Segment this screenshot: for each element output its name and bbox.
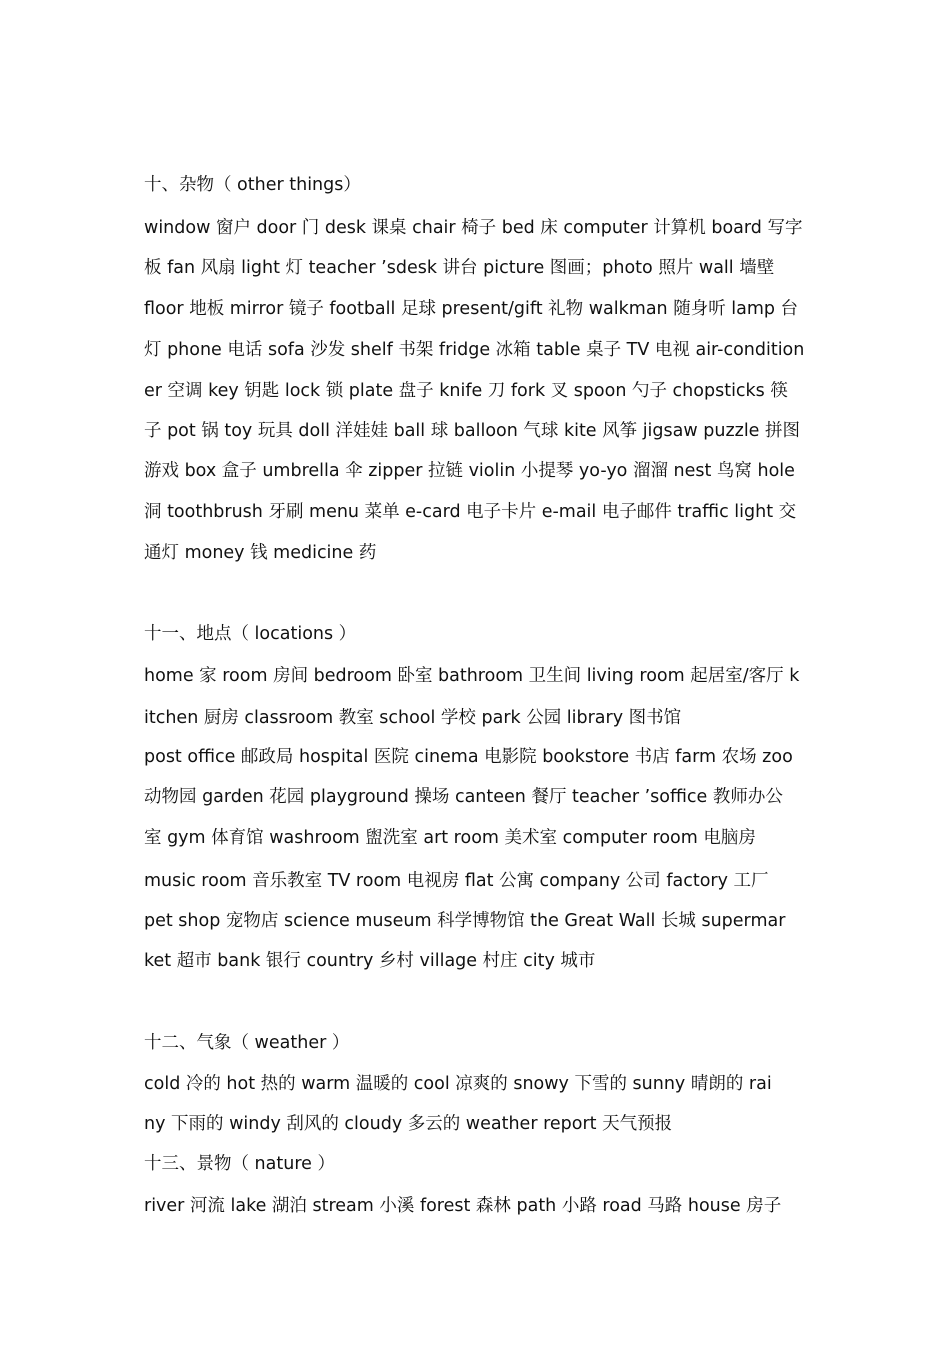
- text-line: music room 音乐教室 TV room 电视房 flat 公寓 company 公司 factory 工厂: [144, 871, 769, 891]
- text-line: 灯 phone 电话 sofa 沙发 shelf 书架 fridge 冰箱 table 桌子 TV 电视 air-condition: [144, 340, 805, 360]
- text-line: 子 pot 锅 toy 玩具 doll 洋娃娃 ball 球 balloon 气球 kite 风筝 jigsaw puzzle 拼图: [144, 421, 801, 441]
- text-line: ny 下雨的 windy 刮风的 cloudy 多云的 weather report 天气预报: [144, 1114, 673, 1134]
- text-line: 室 gym 体育馆 washroom 盥洗室 art room 美术室 computer room 电脑房: [144, 828, 756, 848]
- section-heading-nature: 十三、景物（ nature ）: [144, 1154, 335, 1174]
- section-heading-other-things: 十、杂物（ other things）: [144, 175, 361, 195]
- text-line: 通灯 money 钱 medicine 药: [144, 543, 377, 563]
- text-line: cold 冷的 hot 热的 warm 温暖的 cool 凉爽的 snowy 下雪的 sunny 晴朗的 rai: [144, 1074, 772, 1094]
- text-line: window 窗户 door 门 desk 课桌 chair 椅子 bed 床 computer 计算机 board 写字: [144, 218, 803, 238]
- section-heading-locations: 十一、地点（ locations ）: [144, 624, 357, 644]
- text-line: home 家 room 房间 bedroom 卧室 bathroom 卫生间 living room 起居室/客厅 k: [144, 666, 800, 686]
- text-line: river 河流 lake 湖泊 stream 小溪 forest 森林 path 小路 road 马路 house 房子: [144, 1196, 782, 1216]
- text-line: itchen 厨房 classroom 教室 school 学校 park 公园 library 图书馆: [144, 708, 682, 728]
- text-line: pet shop 宠物店 science museum 科学博物馆 the Great Wall 长城 supermar: [144, 911, 786, 931]
- text-line: ket 超市 bank 银行 country 乡村 village 村庄 city 城市: [144, 951, 596, 971]
- text-line: 动物园 garden 花园 playground 操场 canteen 餐厅 teacher ’soffice 教师办公: [144, 787, 783, 807]
- section-heading-weather: 十二、气象（ weather ）: [144, 1033, 350, 1053]
- text-line: 板 fan 风扇 light 灯 teacher ’sdesk 讲台 picture 图画；photo 照片 wall 墙壁: [144, 258, 775, 278]
- text-line: post office 邮政局 hospital 医院 cinema 电影院 bookstore 书店 farm 农场 zoo: [144, 747, 793, 767]
- text-line: er 空调 key 钥匙 lock 锁 plate 盘子 knife 刀 fork 叉 spoon 勺子 chopsticks 筷: [144, 381, 788, 401]
- text-line: 游戏 box 盒子 umbrella 伞 zipper 拉链 violin 小提琴 yo-yo 溜溜 nest 鸟窝 hole: [144, 461, 795, 481]
- text-line: floor 地板 mirror 镜子 football 足球 present/gift 礼物 walkman 随身听 lamp 台: [144, 299, 799, 319]
- text-line: 洞 toothbrush 牙刷 menu 菜单 e-card 电子卡片 e-mail 电子邮件 traffic light 交: [144, 502, 797, 522]
